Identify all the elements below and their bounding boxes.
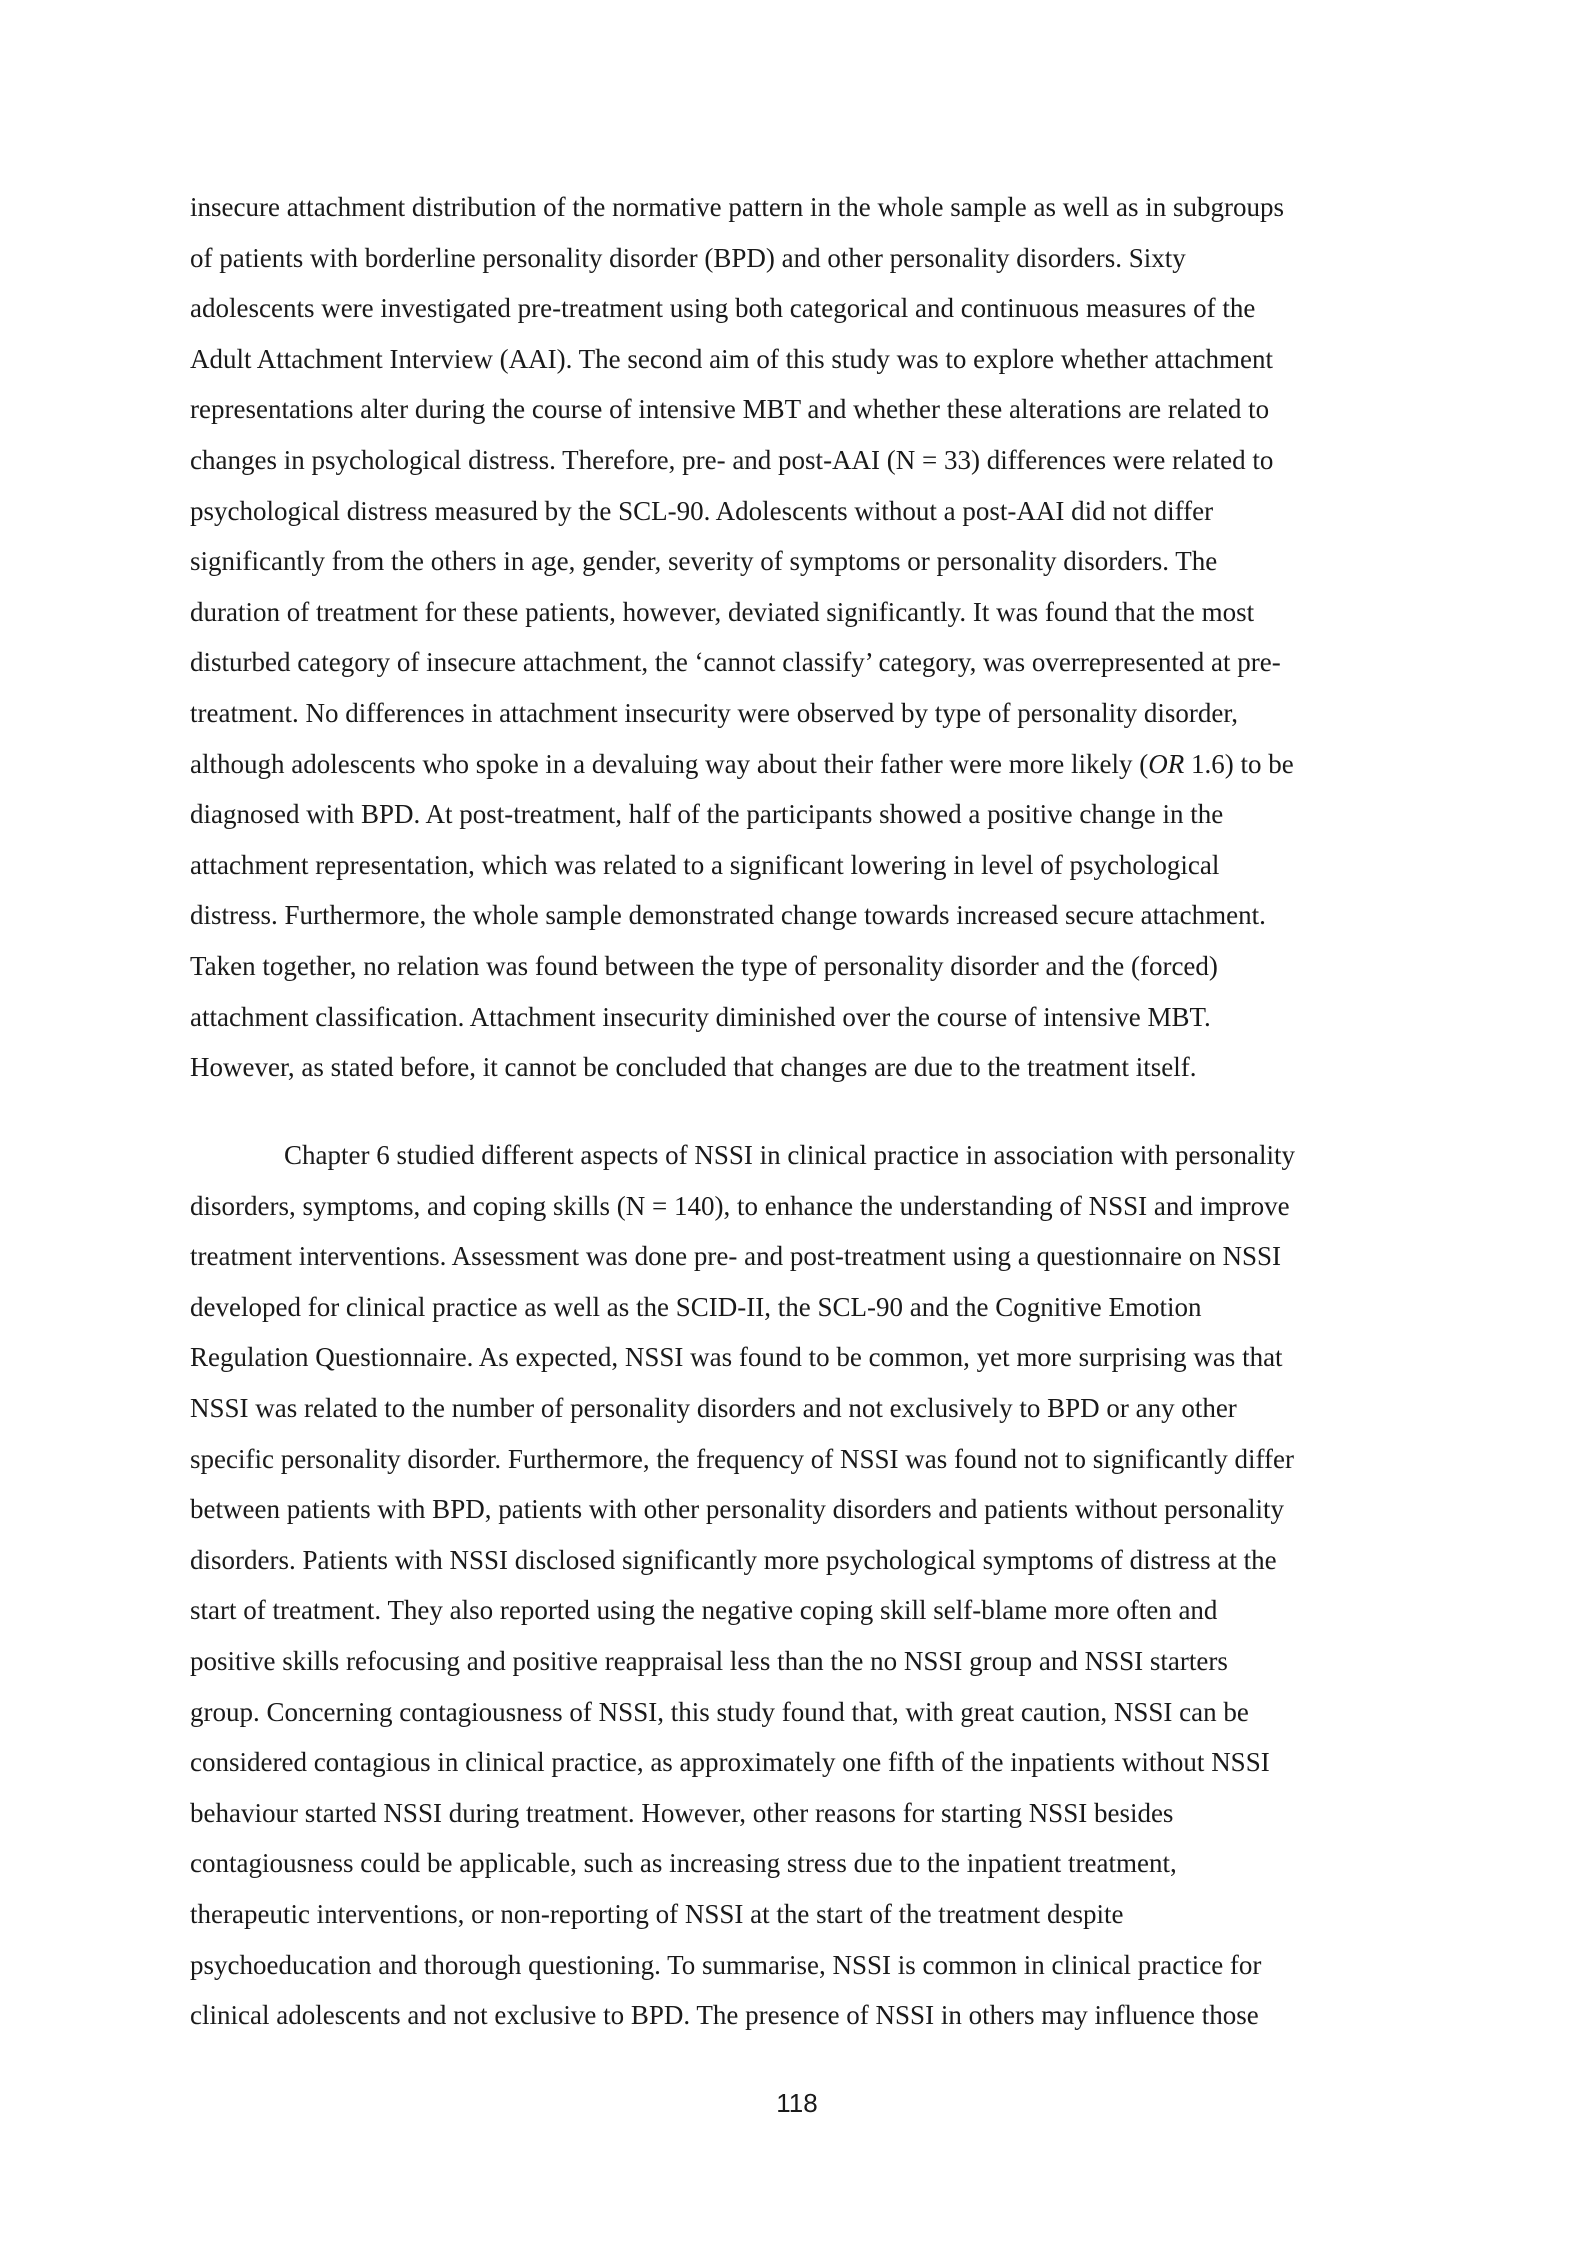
text-line: treatment interventions. Assessment was done pre- and post-treatment using a questionnaire on NSSI: [190, 1241, 1282, 1272]
text-line: diagnosed with BPD. At post-treatment, half of the participants showed a positive change in the: [190, 799, 1224, 830]
text-line: group. Concerning contagiousness of NSSI, this study found that, with great caution, NSSI can be: [190, 1696, 1249, 1727]
text-line: contagiousness could be applicable, such as increasing stress due to the inpatient treatment,: [190, 1848, 1177, 1879]
text-line: disturbed category of insecure attachment, the ‘cannot classify’ category, was overrepresented at pre-: [190, 647, 1281, 678]
text-line: disorders. Patients with NSSI disclosed significantly more psychological symptoms of distress at the: [190, 1544, 1277, 1575]
text-line: psychological distress measured by the SCL-90. Adolescents without a post-AAI did not differ: [190, 495, 1214, 526]
text-line: considered contagious in clinical practice, as approximately one fifth of the inpatients without NSSI: [190, 1747, 1270, 1778]
text-segment: although adolescents who spoke in a devaluing way about their father were more likely (: [190, 748, 1149, 779]
text-line: attachment representation, which was related to a significant lowering in level of psychological: [190, 849, 1220, 880]
text-line: attachment classification. Attachment insecurity diminished over the course of intensive MBT.: [190, 1001, 1211, 1032]
text-line: behaviour started NSSI during treatment. However, other reasons for starting NSSI besides: [190, 1797, 1174, 1828]
text-line: of patients with borderline personality disorder (BPD) and other personality disorders. Sixty: [190, 242, 1186, 273]
text-line: However, as stated before, it cannot be concluded that changes are due to the treatment itself.: [190, 1052, 1197, 1083]
text-line: changes in psychological distress. Therefore, pre- and post-AAI (N = 33) differences were related to: [190, 444, 1274, 475]
text-line: between patients with BPD, patients with other personality disorders and patients without personality: [190, 1494, 1285, 1525]
text-line: representations alter during the course of intensive MBT and whether these alterations are related to: [190, 394, 1270, 425]
text-line: specific personality disorder. Furthermore, the frequency of NSSI was found not to significantly differ: [190, 1443, 1294, 1474]
paragraph-attachment-study: [190, 182, 1402, 1093]
text-segment: 1.6) to be: [1184, 748, 1294, 779]
text-line: clinical adolescents and not exclusive to BPD. The presence of NSSI in others may influence those: [190, 2000, 1259, 2031]
text-line: Adult Attachment Interview (AAI). The second aim of this study was to explore whether attachment: [190, 343, 1273, 374]
text-line: psychoeducation and thorough questioning. To summarise, NSSI is common in clinical practice for: [190, 1949, 1262, 1980]
text-line: significantly from the others in age, gender, severity of symptoms or personality disorders. The: [190, 546, 1218, 577]
text-line: distress. Furthermore, the whole sample demonstrated change towards increased secure attachment.: [190, 900, 1266, 931]
paragraph-chapter-6-nssi: [190, 1130, 1402, 2041]
text-line: therapeutic interventions, or non-reporting of NSSI at the start of the treatment despite: [190, 1898, 1124, 1929]
text-line: Regulation Questionnaire. As expected, NSSI was found to be common, yet more surprising was that: [190, 1342, 1283, 1373]
text-line-with-italic: [190, 739, 1402, 790]
text-line: disorders, symptoms, and coping skills (N = 140), to enhance the understanding of NSSI and improve: [190, 1190, 1290, 1221]
italic-term-odds-ratio: OR: [1148, 748, 1185, 779]
text-line: start of treatment. They also reported using the negative coping skill self-blame more often and: [190, 1595, 1218, 1626]
text-line: developed for clinical practice as well as the SCID-II, the SCL-90 and the Cognitive Emotion: [190, 1291, 1202, 1322]
text-line: duration of treatment for these patients, however, deviated significantly. It was found that the most: [190, 596, 1255, 627]
text-line-indented: Chapter 6 studied different aspects of NSSI in clinical practice in association with personality: [284, 1140, 1295, 1170]
text-line: treatment. No differences in attachment insecurity were observed by type of personality disorder,: [190, 697, 1239, 728]
text-line: NSSI was related to the number of personality disorders and not exclusively to BPD or any other: [190, 1392, 1237, 1423]
text-line: insecure attachment distribution of the normative pattern in the whole sample as well as in subgroups: [190, 192, 1284, 222]
text-line: adolescents were investigated pre-treatment using both categorical and continuous measures of the: [190, 293, 1256, 324]
text-line: positive skills refocusing and positive reappraisal less than the no NSSI group and NSSI starters: [190, 1645, 1228, 1676]
text-line: Taken together, no relation was found between the type of personality disorder and the (forced): [190, 950, 1218, 981]
page-number: 118: [776, 2088, 818, 2118]
